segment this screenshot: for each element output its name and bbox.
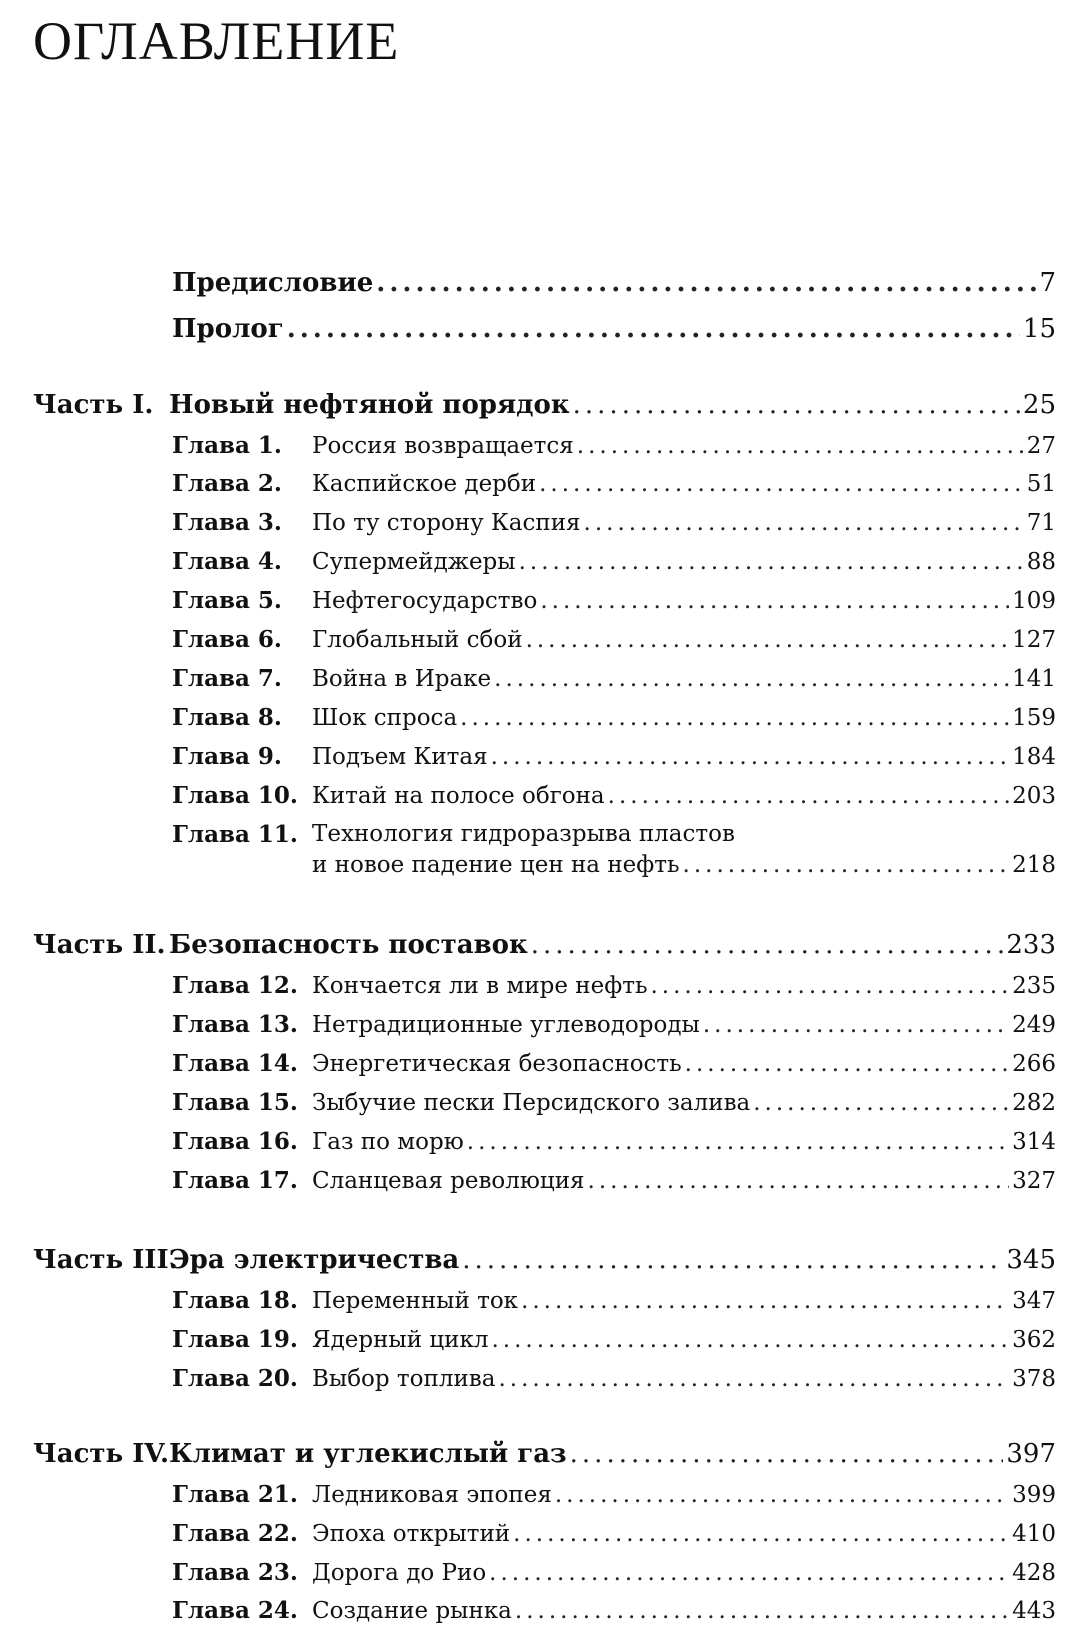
toc-chapter[interactable] <box>172 704 1056 731</box>
dot-leader <box>540 588 1009 614</box>
dot-leader <box>555 1482 1009 1508</box>
part-prefix: Часть I. <box>33 390 154 420</box>
dot-leader <box>573 390 1020 420</box>
chapter-page-number: 127 <box>1012 627 1056 653</box>
chapter-title: Ядерный цикл <box>312 1327 489 1353</box>
chapter-page-number: 266 <box>1012 1051 1056 1077</box>
toc-chapter[interactable] <box>172 743 1056 770</box>
chapter-title: Создание рынка <box>312 1598 512 1624</box>
chapter-page-number: 282 <box>1012 1090 1056 1116</box>
chapter-prefix: Глава 15. <box>172 1089 298 1116</box>
chapter-prefix: Глава 12. <box>172 972 298 999</box>
dot-leader <box>683 852 1010 878</box>
toc-chapter[interactable] <box>172 587 1056 614</box>
toc-chapter[interactable] <box>172 1365 1056 1392</box>
entry-page-number: 15 <box>1022 314 1056 344</box>
dot-leader <box>489 1560 1009 1586</box>
dot-leader <box>584 510 1024 536</box>
dot-leader <box>531 930 1004 960</box>
dot-leader <box>519 549 1024 575</box>
toc-chapter[interactable] <box>172 665 1056 692</box>
chapter-title: Глобальный сбой <box>312 627 523 653</box>
chapter-prefix: Глава 13. <box>172 1011 298 1038</box>
chapter-title: Газ по морю <box>312 1129 464 1155</box>
chapter-page-number: 362 <box>1012 1327 1056 1353</box>
chapter-prefix: Глава 16. <box>172 1128 298 1155</box>
toc-chapter-continuation[interactable] <box>312 852 1056 878</box>
chapter-prefix: Глава 9. <box>172 743 282 770</box>
toc-part-3[interactable] <box>33 1245 1056 1275</box>
toc-chapter[interactable] <box>172 1287 1056 1314</box>
toc-chapter[interactable] <box>172 509 1056 536</box>
toc-chapter[interactable] <box>172 1520 1056 1547</box>
toc-chapter[interactable] <box>172 1089 1056 1116</box>
dot-leader <box>494 666 1009 692</box>
chapter-title: Переменный ток <box>312 1288 519 1314</box>
chapter-title-continued: и новое падение цен на нефть <box>312 852 680 878</box>
toc-chapter[interactable] <box>172 548 1056 575</box>
chapter-title: Выбор топлива <box>312 1366 496 1392</box>
dot-leader <box>376 268 1036 298</box>
part-page-number: 345 <box>1006 1245 1056 1275</box>
dot-leader <box>462 1245 1003 1275</box>
part-prefix: Часть IV. <box>33 1439 170 1469</box>
chapter-title: По ту сторону Каспия <box>312 510 581 536</box>
chapter-page-number: 235 <box>1012 973 1056 999</box>
dot-leader <box>703 1012 1009 1038</box>
chapter-title: Нефтегосударство <box>312 588 538 614</box>
chapter-prefix: Глава 10. <box>172 782 298 809</box>
dot-leader <box>460 705 1009 731</box>
chapter-page-number: 410 <box>1012 1521 1056 1547</box>
chapter-page-number: 159 <box>1012 705 1056 731</box>
part-prefix: Часть II. <box>33 930 166 960</box>
part-title: Климат и углекислый газ <box>169 1439 567 1469</box>
toc-chapter[interactable] <box>172 1050 1056 1077</box>
chapter-prefix: Глава 6. <box>172 626 282 653</box>
dot-leader <box>753 1090 1009 1116</box>
part-title: Эра электричества <box>169 1245 460 1275</box>
chapter-prefix: Глава 18. <box>172 1287 298 1314</box>
chapter-title: Подъем Китая <box>312 744 488 770</box>
chapter-prefix: Глава 17. <box>172 1167 298 1194</box>
chapter-title: Супермейджеры <box>312 549 516 575</box>
chapter-prefix: Глава 5. <box>172 587 282 614</box>
chapter-title: Сланцевая революция <box>312 1168 585 1194</box>
chapter-page-number: 347 <box>1012 1288 1056 1314</box>
toc-chapter[interactable] <box>172 1326 1056 1353</box>
toc-chapter[interactable] <box>172 470 1056 497</box>
dot-leader <box>526 627 1010 653</box>
dot-leader <box>685 1051 1009 1077</box>
part-prefix: Часть III. <box>33 1245 178 1275</box>
dot-leader <box>521 1288 1009 1314</box>
dot-leader <box>467 1129 1009 1155</box>
dot-leader <box>608 783 1009 809</box>
part-page-number: 397 <box>1006 1439 1056 1469</box>
chapter-page-number: 314 <box>1012 1129 1056 1155</box>
dot-leader <box>570 1439 1004 1469</box>
chapter-prefix: Глава 3. <box>172 509 282 536</box>
toc-chapter[interactable] <box>172 1011 1056 1038</box>
toc-chapter[interactable] <box>172 1481 1056 1508</box>
page-title: ОГЛАВЛЕНИЕ <box>33 11 400 71</box>
part-page-number: 233 <box>1006 930 1056 960</box>
chapter-prefix: Глава 2. <box>172 470 282 497</box>
entry-label: Пролог <box>172 314 284 344</box>
chapter-prefix: Глава 21. <box>172 1481 298 1508</box>
chapter-page-number: 184 <box>1012 744 1056 770</box>
dot-leader <box>491 1327 1009 1353</box>
dot-leader <box>539 471 1024 497</box>
dot-leader <box>491 744 1010 770</box>
toc-chapter[interactable] <box>172 432 1056 459</box>
toc-part-4[interactable] <box>33 1439 1056 1469</box>
chapter-title: Зыбучие пески Персидского залива <box>312 1090 751 1116</box>
chapter-page-number: 378 <box>1012 1366 1056 1392</box>
toc-part-1[interactable] <box>33 390 1056 420</box>
chapter-title: Ледниковая эпопея <box>312 1482 552 1508</box>
chapter-page-number: 399 <box>1012 1482 1056 1508</box>
toc-chapter[interactable] <box>172 1128 1056 1155</box>
toc-chapter[interactable] <box>172 1597 1056 1624</box>
toc-entry-prologue[interactable] <box>172 314 1056 344</box>
chapter-title: Каспийское дерби <box>312 471 537 497</box>
chapter-page-number: 71 <box>1026 510 1056 536</box>
entry-label: Предисловие <box>172 268 374 298</box>
chapter-title: Нетрадиционные углеводороды <box>312 1012 700 1038</box>
dot-leader <box>515 1598 1009 1624</box>
chapter-prefix: Глава 14. <box>172 1050 298 1077</box>
chapter-page-number: 443 <box>1012 1598 1056 1624</box>
chapter-prefix: Глава 23. <box>172 1559 298 1586</box>
part-page-number: 25 <box>1022 390 1056 420</box>
toc-chapter[interactable] <box>172 972 1056 999</box>
chapter-prefix: Глава 4. <box>172 548 282 575</box>
chapter-page-number: 27 <box>1026 433 1056 459</box>
toc-chapter[interactable] <box>172 626 1056 653</box>
toc-chapter[interactable] <box>172 782 1056 809</box>
chapter-title: Китай на полосе обгона <box>312 783 605 809</box>
part-title: Безопасность поставок <box>169 930 528 960</box>
chapter-page-number: 141 <box>1012 666 1056 692</box>
toc-entry-preface[interactable] <box>172 268 1056 298</box>
chapter-page-number: 218 <box>1012 852 1056 878</box>
chapter-title: Война в Ираке <box>312 666 492 692</box>
chapter-prefix: Глава 22. <box>172 1520 298 1547</box>
toc-chapter[interactable] <box>172 1559 1056 1586</box>
chapter-prefix: Глава 24. <box>172 1597 298 1624</box>
chapter-title: Дорога до Рио <box>312 1560 487 1586</box>
chapter-prefix: Глава 8. <box>172 704 282 731</box>
dot-leader <box>577 433 1024 459</box>
chapter-title: Шок спроса <box>312 705 458 731</box>
dot-leader <box>651 973 1010 999</box>
chapter-page-number: 88 <box>1026 549 1056 575</box>
dot-leader <box>588 1168 1010 1194</box>
chapter-page-number: 428 <box>1012 1560 1056 1586</box>
toc-chapter[interactable] <box>172 1167 1056 1194</box>
chapter-prefix: Глава 11. <box>172 821 298 848</box>
dot-leader <box>287 314 1020 344</box>
chapter-prefix: Глава 1. <box>172 432 282 459</box>
chapter-title: Россия возвращается <box>312 433 574 459</box>
chapter-title: Энергетическая безопасность <box>312 1051 682 1077</box>
entry-page-number: 7 <box>1039 268 1056 298</box>
chapter-page-number: 249 <box>1012 1012 1056 1038</box>
chapter-page-number: 109 <box>1012 588 1056 614</box>
chapter-page-number: 203 <box>1012 783 1056 809</box>
chapter-title: Кончается ли в мире нефть <box>312 973 648 999</box>
chapter-title: Эпоха открытий <box>312 1521 511 1547</box>
chapter-prefix: Глава 19. <box>172 1326 298 1353</box>
chapter-prefix: Глава 20. <box>172 1365 298 1392</box>
toc-part-2[interactable] <box>33 930 1056 960</box>
chapter-title[interactable]: Технология гидроразрыва пластов <box>312 821 735 847</box>
dot-leader <box>498 1366 1009 1392</box>
chapter-page-number: 327 <box>1012 1168 1056 1194</box>
chapter-page-number: 51 <box>1026 471 1056 497</box>
chapter-prefix: Глава 7. <box>172 665 282 692</box>
dot-leader <box>513 1521 1009 1547</box>
part-title: Новый нефтяной порядок <box>169 390 570 420</box>
